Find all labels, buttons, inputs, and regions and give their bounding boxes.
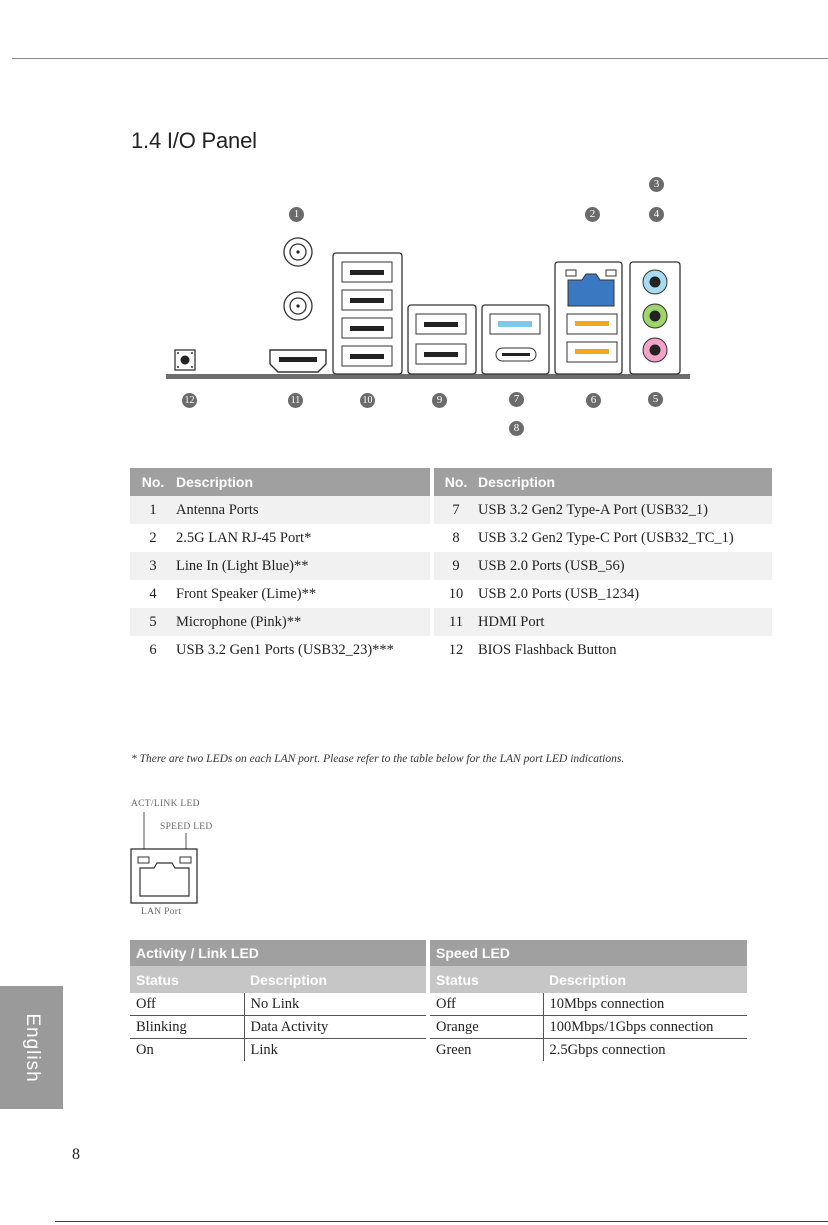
callout-10: 10 — [360, 393, 375, 408]
activity-status: Blinking — [130, 1016, 244, 1039]
table-row — [130, 1016, 426, 1039]
spec-no: 8 — [452, 529, 460, 546]
activity-description: No Link — [244, 993, 426, 1016]
table-row — [130, 496, 772, 524]
speed-status: Off — [430, 993, 543, 1016]
spec-header-description: Description — [176, 468, 430, 496]
speed-header-status: Status — [430, 966, 543, 993]
spec-no: 12 — [448, 641, 464, 658]
page-number: 8 — [72, 1146, 80, 1163]
microphone-jack — [643, 338, 667, 362]
spec-header-row — [130, 468, 772, 496]
activity-header-description: Description — [244, 966, 426, 993]
speed-status: Green — [430, 1039, 543, 1062]
speed-description: 2.5Gbps connection — [549, 1041, 666, 1058]
spec-no: 5 — [130, 608, 176, 636]
table-row — [430, 1016, 747, 1039]
activity-description: Link — [250, 1041, 278, 1058]
activity-table-title: Activity / Link LED — [130, 940, 426, 966]
spec-description: BIOS Flashback Button — [478, 641, 617, 658]
activity-status: On — [130, 1039, 244, 1062]
spec-header-no: No. — [130, 468, 176, 496]
activity-link-led-table — [130, 940, 426, 1061]
speed-table-title: Speed LED — [430, 940, 747, 966]
callout-8: 8 — [509, 421, 524, 436]
page-title: 1.4 I/O Panel — [131, 128, 257, 153]
activity-description: Data Activity — [244, 1016, 426, 1039]
table-row — [130, 636, 772, 664]
spec-description: HDMI Port — [478, 608, 772, 636]
spec-description: USB 2.0 Ports (USB_56) — [478, 552, 772, 580]
table-row — [130, 608, 772, 636]
callout-2: 2 — [585, 207, 600, 222]
spec-no: 2 — [149, 529, 157, 546]
table-row — [130, 993, 426, 1016]
callout-6: 6 — [586, 393, 601, 408]
callout-7: 7 — [509, 392, 524, 407]
spec-no: 10 — [448, 585, 464, 602]
antenna-port-top — [284, 238, 312, 266]
usb32-gen2-type-a-port — [490, 314, 540, 334]
spec-no: 3 — [130, 552, 176, 580]
io-spec-table — [130, 468, 772, 664]
bios-flashback-button — [175, 350, 195, 370]
side-tab-label: English — [21, 1012, 43, 1083]
table-row — [130, 552, 772, 580]
spec-description: USB 3.2 Gen1 Ports (USB32_23)*** — [176, 641, 394, 658]
callout-1: 1 — [289, 207, 304, 222]
spec-description: Microphone (Pink)** — [176, 608, 430, 636]
spec-no: 1 — [130, 496, 176, 524]
speed-status: Orange — [430, 1016, 543, 1039]
usb32-gen2-type-c-port — [496, 348, 536, 361]
callout-3: 3 — [649, 177, 664, 192]
speed-led-table — [430, 940, 747, 1061]
table-row — [130, 580, 772, 608]
bottom-rule — [55, 1221, 828, 1222]
spec-description: Front Speaker (Lime)** — [176, 585, 317, 602]
lan-rj45-port — [566, 270, 616, 306]
speed-header-description: Description — [543, 966, 747, 993]
io-panel-diagram — [0, 0, 828, 450]
spec-description: 2.5G LAN RJ-45 Port* — [176, 529, 312, 546]
speed-led-label: SPEED LED — [160, 822, 213, 832]
antenna-port-bottom — [284, 292, 312, 320]
callout-5: 5 — [648, 392, 663, 407]
callout-12: 12 — [182, 393, 197, 408]
speed-description: 100Mbps/1Gbps connection — [543, 1016, 747, 1039]
activity-header-status: Status — [130, 966, 244, 993]
table-row — [430, 1039, 747, 1062]
language-side-tab — [0, 986, 63, 1109]
spec-no: 6 — [149, 641, 157, 658]
speed-description: 10Mbps connection — [543, 993, 747, 1016]
line-in-jack — [643, 270, 667, 294]
spec-no: 7 — [434, 496, 478, 524]
spec-no: 11 — [434, 608, 478, 636]
spec-no: 4 — [149, 585, 157, 602]
panel-baseline — [166, 374, 690, 379]
spec-description: USB 3.2 Gen2 Type-C Port (USB32_TC_1) — [478, 529, 734, 546]
table-row — [430, 993, 747, 1016]
spec-description: USB 3.2 Gen2 Type-A Port (USB32_1) — [478, 496, 772, 524]
lan-led-footnote: * There are two LEDs on each LAN port. Please refer to the table below for the LAN port LED indications. — [131, 753, 625, 765]
callout-4: 4 — [649, 207, 664, 222]
spec-description: USB 2.0 Ports (USB_1234) — [478, 585, 640, 602]
table-row — [130, 524, 772, 552]
spec-description: Line In (Light Blue)** — [176, 552, 430, 580]
lan-port-label: LAN Port — [141, 907, 182, 917]
spec-header-description-2: Description — [478, 468, 772, 496]
callout-11: 11 — [288, 393, 303, 408]
front-speaker-jack — [643, 304, 667, 328]
lan-port-diagram — [128, 812, 208, 907]
spec-description: Antenna Ports — [176, 496, 430, 524]
act-link-led-label: ACT/LINK LED — [131, 799, 200, 809]
callout-9: 9 — [432, 393, 447, 408]
spec-no: 9 — [434, 552, 478, 580]
table-row — [130, 1039, 426, 1062]
activity-status: Off — [130, 993, 244, 1016]
spec-header-no-2: No. — [434, 468, 478, 496]
